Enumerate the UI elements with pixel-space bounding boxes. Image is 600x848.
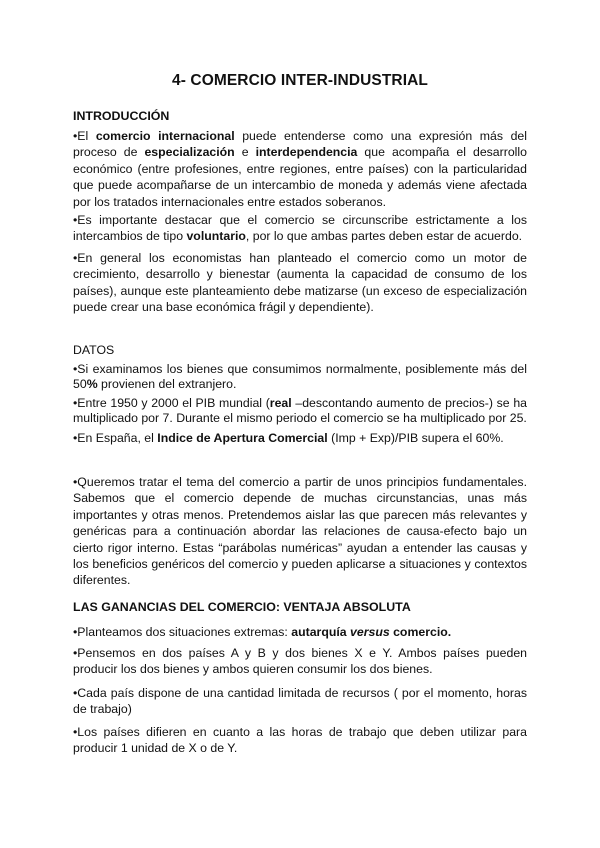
paragraph-voluntario: •Es importante destacar que el comercio se circunscribe estrictamente a los intercambios de tipo voluntario, por lo que ambas partes deben estar de acuerdo. — [73, 213, 527, 244]
paragraph-tema-comercio: •Queremos tratar el tema del comercio a partir de unos principios fundamentales. Sabemos que el comercio depende de muchas circunstancias, unas más importantes y otras menos. Pretendemos aislar las que parecen más relevantes y genéricas para a continuación abordar las relaciones de causa-efecto bajo un cierto rigor interno. Estas “parábolas numéricas” ayudan a entender las causas y los beneficios genéricos del comercio y pueden aplicarse a situaciones y contextos diferentes. — [73, 475, 527, 588]
paragraph-dos-paises: •Pensemos en dos países A y B y dos bienes X e Y. Ambos países pueden producir los dos bienes y ambos quieren consumir los dos bienes. — [73, 646, 527, 677]
page-title: 4- COMERCIO INTER-INDUSTRIAL — [172, 72, 428, 89]
paragraph-comercio-internacional: •El comercio internacional puede entenderse como una expresión más del proceso de especialización e interdependencia que acompaña el desarrollo económico (entre profesiones, entre regiones, entre países) con la particularidad que puede acompañarse de un intercambio de moneda y además viene afectada por los tratados internacionales entre estados soberanos. — [73, 129, 527, 209]
section-label-datos: DATOS — [73, 343, 115, 357]
paragraph-autarquia: •Planteamos dos situaciones extremas: autarquía versus comercio. — [73, 625, 452, 639]
section-heading-introduccion: INTRODUCCIÓN — [73, 109, 170, 123]
section-heading-ganancias: LAS GANANCIAS DEL COMERCIO: VENTAJA ABSOLUTA — [73, 600, 411, 614]
paragraph-recursos: •Cada país dispone de una cantidad limitada de recursos ( por el momento, horas de trabajo) — [73, 686, 527, 717]
paragraph-bienes-extranjero: •Si examinamos los bienes que consumimos normalmente, posiblemente más del 50% provienen del extranjero. — [73, 362, 527, 391]
paragraph-indice-apertura: •En España, el Indice de Apertura Comercial (Imp + Exp)/PIB supera el 60%. — [73, 431, 504, 445]
paragraph-horas-trabajo: •Los países difieren en cuanto a las horas de trabajo que deben utilizar para producir 1 unidad de X o de Y. — [73, 725, 527, 756]
paragraph-motor-crecimiento: •En general los economistas han planteado el comercio como un motor de crecimiento, desarrollo y bienestar (aumenta la capacidad de consumo de los países), aunque este planteamiento debe matizarse (un exceso de especialización puede crear una base económica frágil y dependiente). — [73, 251, 527, 315]
paragraph-pib-mundial: •Entre 1950 y 2000 el PIB mundial (real –descontando aumento de precios-) se ha multiplicado por 7. Durante el mismo periodo el comercio se ha multiplicado por 25. — [73, 396, 527, 425]
